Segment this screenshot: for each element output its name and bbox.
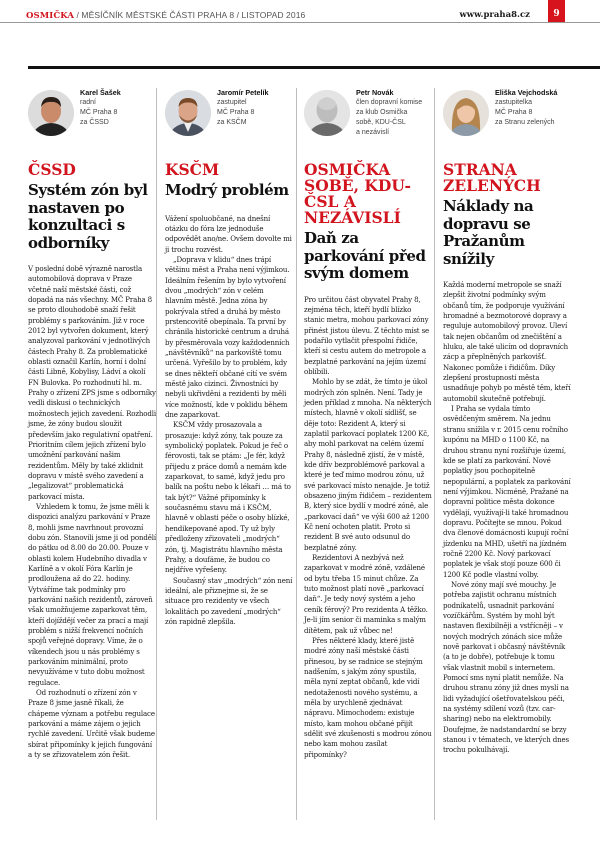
paragraph: Vzhledem k tomu, že jsme měli k dispozici analýzu parkování v Praze 8, mohli jsme navrhnout provozní dobu zón. Stanovili jsme ji od pondělí do pátku od 8.00 do 20.00. Pouze v oblasti kolem Hudebního divadla v Karlíně a v okolí Fóra Karlín je prodloužena až do 22. hodiny. Vytváříme tak podmínky pro parkování našich rezidentů, zároveň však umožňujeme zaparkovat těm, kteří dojíždějí večer za prací a mají problém s nižší frekvencí nočních spojů veřejné dopravy. Víme, že o víkendech jsou u nás problémy s parkováním minimální, proto nevyužíváme v tuto dobu možnost regulace. [28, 501, 156, 687]
author-role: za KSČM [217, 119, 247, 126]
party-name: OSMIČKA SOBĚ, KDU-ČSL A NEZÁVISLÍ [304, 160, 411, 227]
paragraph: Každá moderní metropole se snaží zlepšit životní podmínky svým občanů tím, že podporuje využívání hromadné a bezmotorové dopravy a reguluje automobilový provoz. Uleví tak nejen občanům od znečištění a hluku, ale také ulicím od dopravních zácp a přeplněných parkovišť. Nakonec pomůže i řidičům. Díky zlepšení prostupnosti města usnadňuje pohyb po městě těm, kteří automobil skutečně potřebují. [443, 280, 571, 403]
author-block [443, 88, 571, 158]
paragraph: I Praha se vydala tímto osvědčeným směrem. Na jednu stranu snížila v r. 2015 cenu ročního kupónu na MHD o 1100 Kč, na druhou stranu nyní rozšiřuje území, kde se platí za parkování. Nové poplatky jsou pochopitelně nepopulární, a poplatek za parkování není výjimkou. Nicméně, Pražané na dopravní politice města dokonce vydělají, využívají-li také hromadnou dopravu. Počítejte se mnou. Pokud dva členové domácnosti kupují roční jízdenku na MHD, ušetří na jízdném ročně 2200 Kč. Nový parkovací poplatek je však stojí pouze 600 či 1200 Kč podle vlastní volby. [443, 404, 571, 579]
opinion-column-osmicka-sobe [304, 88, 432, 760]
opinion-column-cssd [28, 88, 156, 761]
paragraph: KSČM vždy prosazovala a prosazuje: když zóny, tak pouze za symbolický poplatek. Pokud je řeč o férovosti, tak se ptám: „Je fér, když přijedu z práce domů a nemám kde zaparkovat, to samé, když jedu pro balík na poštu nebo k lékaři … má to tak být?“ Vážné připomínky k současnému stavu má i KSČM, hlavně v oblasti péče o osoby blízké, hendikepované apod. Ty už byly předloženy zřizovateli „modrých“ zón, tj. Magistrátu hlavního města Prahy, a doufáme, že budou co nejdříve vyřešeny. [165, 420, 291, 575]
page-header [0, 0, 600, 34]
article-headline: Systém zón byl nastaven po konzultaci s odborníky [28, 181, 148, 252]
portrait-man-icon [304, 90, 350, 136]
author-role: za ČSSD [80, 119, 109, 126]
author-role: za Stranu zelených [495, 119, 555, 126]
author-role: radní [80, 99, 96, 106]
author-name: Karel Šašek [80, 88, 121, 97]
paragraph: „Doprava v klidu“ dnes trápí většinu měst a Praha není výjimkou. Ideálním řešením by bylo vytvoření dvou „modrých“ zón v celém hlavním městě. Jedna zóna by pokrývala střed a druhá by město prstencovitě obepínala. Ta první by chránila historické centrum a druhá by přesměrovala vozy každodenních „návštěvníků“ na parkoviště tomu určená. Vyřešilo by to problém, kdy se dnes někteří občané cítí ve svém městě jako cizinci. Živnostníci by nebyli ukřivděni a rezidenti by měli více možností, kde v poklidu během dne zaparkovat. [165, 254, 290, 420]
author-role: MČ Praha 8 [217, 109, 255, 116]
website-link[interactable]: www.praha8.cz [459, 10, 530, 20]
author-role: MČ Praha 8 [495, 109, 533, 116]
paragraph: Od rozhodnutí o zřízení zón v Praze 8 jsme jasně říkali, že chápeme význam a potřebu regulace parkování a máme zájem o jejich rychlé zavedení. Určitě však budeme sbírat připomínky k jejich fungování a ty se zřizovatelem zón řešit. [28, 688, 155, 760]
publication-breadcrumb [26, 10, 305, 21]
column-divider [156, 88, 157, 820]
opinion-column-strana-zelenych [443, 88, 571, 756]
article-headline: Náklady na dopravu se Pražanům snížily [443, 197, 534, 268]
party-name: ČSSD [28, 160, 76, 179]
paragraph: Vážení spoluobčané, na dnešní otázku do fóra lze jednoduše odpovědět ano/ne. Ovšem dovolte mi ji trochu rozvést. [165, 213, 292, 254]
author-name: Petr Novák [356, 88, 394, 97]
author-photo [165, 90, 211, 136]
article-body [443, 280, 571, 756]
paragraph: Pro určitou část obyvatel Prahy 8, zejména těch, kteří bydlí blízko stanic metra, mohou parkovací zóny přinést jistou úlevu. Z těchto míst se podařilo vytlačit přespolní řidiče, kteří si cestu autem do metropole a bezplatné parkování na jejím území oblíbili. [304, 294, 430, 376]
author-role: člen dopravní komise [356, 99, 423, 106]
author-block [28, 88, 156, 158]
paragraph: Současný stav „modrých“ zón není ideální, ale přiznejme si, že se situace pro rezidenty ve všech lokalitách po zavedení „modrých“ zón rapidně zlepšila. [165, 575, 293, 626]
author-block [165, 88, 293, 158]
column-divider [434, 88, 435, 820]
author-meta [217, 88, 269, 128]
author-role: za klub Osmička [356, 109, 408, 116]
author-meta [80, 88, 121, 128]
publication-brand: OSMIČKA [26, 11, 75, 21]
paragraph: Mohlo by se zdát, že tímto je úkol modrých zón splněn. Není. Tady je jeden příklad z mnoha. Na některých místech, hlavně v okolí sídlišť, se děje toto: Rezident A, který si zaplatil parkovací poplatek 1200 Kč, aby mohl parkovat na celém území Prahy 8, následně zjistí, že v místě, kde dřív bezproblémově parkoval a které je teď mimo modrou zónu, už své parkovací místo nenajde. Je totiž obsazeno jiným řidičem – rezidentem B, který sice bydlí v modré zóně, ale „parkovací daň“ ve výši 600 až 1200 Kč není ochoten platit. Proto si rezident B své auto odsunul do bezplatné zóny. [304, 377, 432, 552]
author-meta [356, 88, 422, 138]
author-role: zastupitel [217, 99, 247, 106]
author-photo [443, 90, 489, 136]
portrait-woman-icon [443, 90, 489, 136]
author-role: a nezávislí [356, 129, 390, 136]
author-role: zastupitelka [495, 99, 532, 106]
party-name: STRANA ZELENÝCH [443, 160, 541, 195]
page-number-badge: 9 [548, 0, 565, 22]
section-divider [28, 66, 600, 69]
article-headline: Modrý problém [165, 181, 289, 199]
author-block [304, 88, 432, 158]
column-divider [296, 88, 297, 820]
party-name: KSČM [165, 160, 220, 179]
article-body [28, 264, 156, 761]
opinion-column-kscm [165, 88, 293, 627]
paragraph: Nové zóny mají své mouchy. Je potřeba zajistit ochranu místních podnikatelů, usnadnit parkování vozíčkářům. Systém by mohl být nastaven flexibilněji a vstřícněji – v nových modrých zónách sice může nově parkovat i občasný návštěvník (a to je dobře), potřebuje k tomu však vlastnit mobil s internetem. Pomocí sms nyní platit nemůže. Na druhou stranu zóny již dnes myslí na lidi vyžadující ošetřovatelskou péči, na systémy sdílení vozů (tzv. car-sharing) nebo na elektromobily. Doufejme, že nadstandardní se brzy stanou i v tématech, ve kterých dnes trochu pokulhávají. [443, 579, 569, 755]
author-name: Jaromír Petelík [217, 88, 269, 97]
author-name: Eliška Vejchodská [495, 88, 558, 97]
paragraph: V poslední době výrazně narostla automobilová doprava v Praze včetně naší městské části, což dopadá na nás všechny. MČ Praha 8 se proto dlouhodobě snaží řešit problémy s parkováním. Již v roce 2012 byl vytvořen dokument, který analyzoval parkování v jednotlivých částech Prahy 8. Za problematické oblasti označil Karlín, horní i dolní části Libně, Kobylisy, Ládví a okolí FN Bulovka. Po rozhodnutí hl. m. Prahy o zřízení ZPS jsme s odborníky vedli diskusi o technických možnostech jejich zavedení. Rozhodli jsme, že zóny budou sloužit především jako regulativní opatření. Prioritním cílem jejich zřízení bylo umožnění parkování našim rezidentům. Měly by také zklidnit dopravu v místě svého zavedení a „legalizovat“ problematická parkovací místa. [28, 264, 156, 501]
portrait-man-icon [165, 90, 211, 136]
author-role: sobě, KDU-ČSL [356, 119, 406, 126]
author-photo [28, 90, 74, 136]
paragraph: Přes některé klady, které jistě modré zóny naší městské části přinesou, by se radnice se stejným nadšením, s jakým zóny spustila, měla nyní zeptat občanů, kde vidí nedotaženosti nového systému, a měla by urychleně zjednávat nápravu. Mimochodem: existuje místo, kam mohou občané přijít sdělit své zkušenosti s modrou zónou nebo kam mohou zasílat připomínky? [304, 635, 432, 759]
author-meta [495, 88, 557, 128]
article-headline: Daň za parkování před svým domem [304, 229, 426, 282]
article-body [165, 214, 293, 628]
author-role: MČ Praha 8 [80, 109, 118, 116]
article-body [304, 295, 432, 760]
publication-subtitle: / MĚSÍČNÍK MĚSTSKÉ ČÁSTI PRAHA 8 / LISTOPAD 2016 [74, 10, 306, 20]
portrait-man-icon [28, 90, 74, 136]
header-divider [0, 22, 600, 23]
paragraph: Rezidentovi A nezbývá než zaparkovat v modré zóně, vzdálené od bytu třeba 15 minut chůze. Za tuto možnost platí nově „parkovací daň“. Je tedy nový systém a jeho ceník férový? Pro rezidenta A těžko. Je-li jím senior či maminka s malým dítětem, pak už vůbec ne! [304, 553, 428, 635]
author-photo [304, 90, 350, 136]
